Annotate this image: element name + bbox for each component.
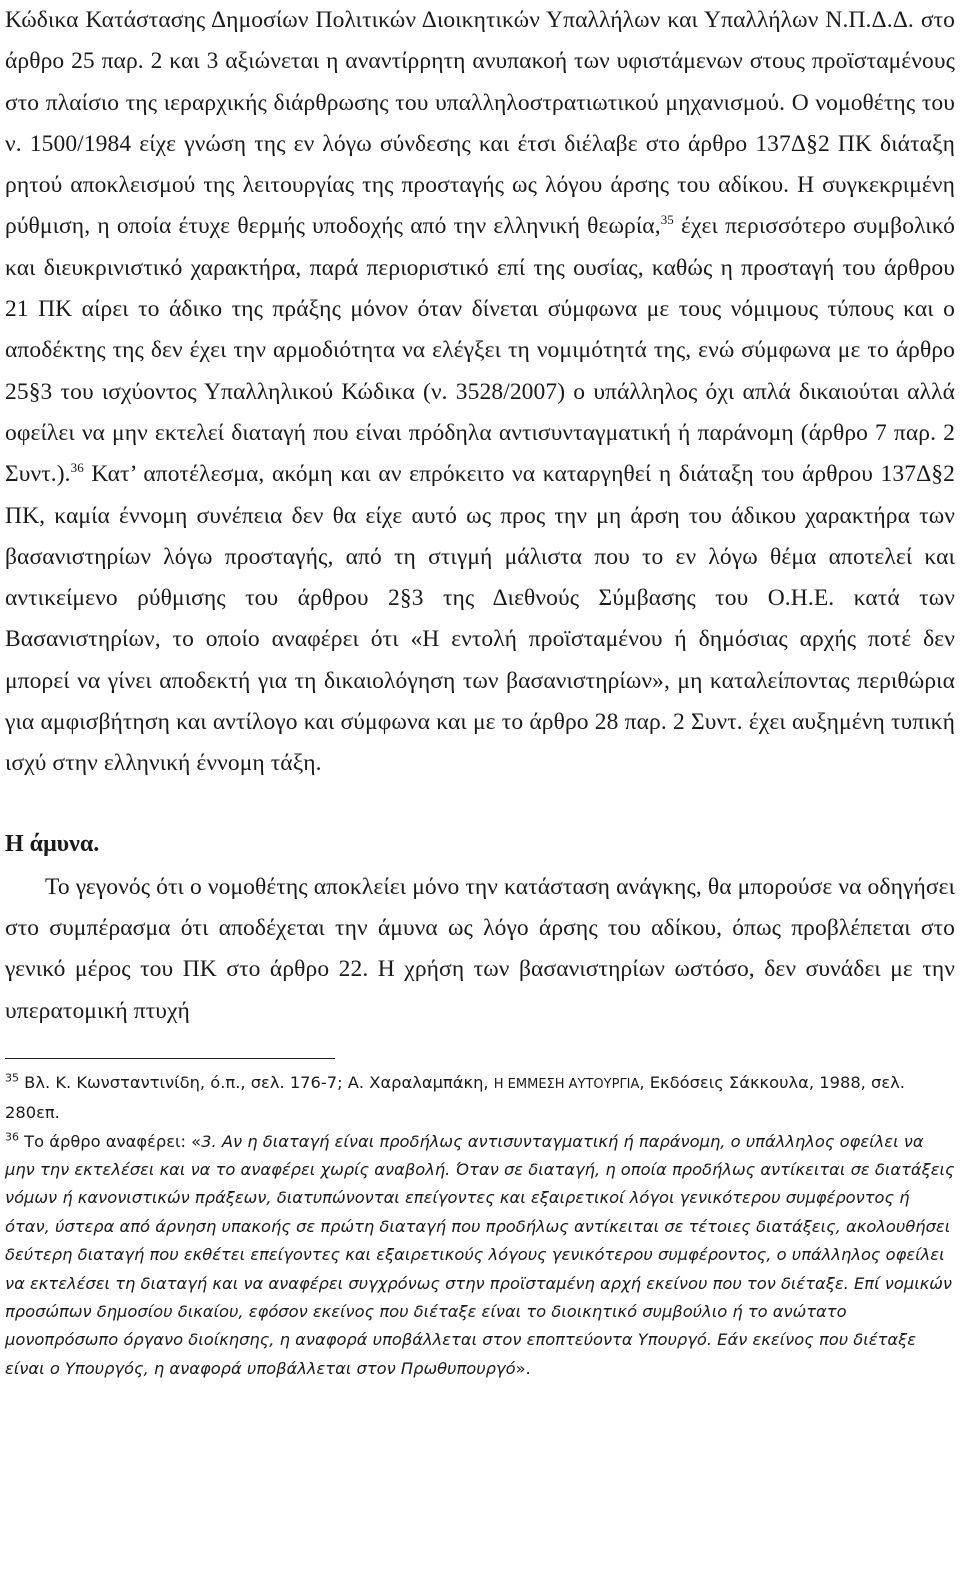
document-page	[5, 0, 955, 1383]
footnote-36-text-b: ».	[515, 1358, 531, 1378]
footnote-35-book-title: Η ΕΜΜΕΣΗ ΑΥΤΟΥΡΓΙΑ	[493, 1076, 640, 1092]
footnote-separator	[5, 1058, 335, 1059]
footnote-35-number: 35	[5, 1071, 19, 1085]
footnote-ref-36[interactable]: 36	[70, 460, 84, 476]
section-heading-defense: Η άμυνα.	[5, 830, 100, 857]
footnotes-section	[5, 1069, 955, 1383]
footnote-36	[5, 1128, 955, 1384]
footnote-35-text-a: Βλ. Κ. Κωνσταντινίδη, ό.π., σελ. 176-7; Α. Χαραλαμπάκη,	[19, 1072, 494, 1092]
paragraph-1-text-b: έχει περισσότερο συμβολικό και διευκρινιστικό χαρακτήρα, παρά περιοριστικό επί της ουσίας, καθώς η προσταγή του άρθρου 21 ΠΚ αίρει το άδικο της πράξης μόνον όταν δίνεται σύμφωνα με τους νόμιμους τύπους και ο αποδέκτης της δεν έχει την αρμοδιότητα να ελέγξει τη νομιμότητά της, ενώ σύμφωνα με το άρθρο 25§3 του ισχύοντος Υπαλληλικού Κώδικα (ν. 3528/2007) ο υπάλληλος όχι απλά δικαιούται αλλά οφείλει να μην εκτελεί διαταγή που είναι πρόδηλα αντισυνταγματική ή παράνομη (άρθρο 7 παρ. 2 Συντ.).	[5, 213, 955, 488]
paragraph-1-text-a: Κώδικα Κατάστασης Δημοσίων Πολιτικών Διοικητικών Υπαλλήλων και Υπαλλήλων Ν.Π.Δ.Δ. στο άρθρο 25 παρ. 2 και 3 αξιώνεται η αναντίρρητη ανυπακοή των υφιστάμενων στους προϊσταμένους στο πλαίσιο της ιεραρχικής διάρθρωσης του υπαλληλοστρατιωτικού μηχανισμού. Ο νομοθέτης του ν. 1500/1984 είχε γνώση της εν λόγω σύνδεσης και έτσι διέλαβε στο άρθρο 137Δ§2 ΠΚ διάταξη ρητού αποκλεισμού της λειτουργίας της προσταγής ως λόγου άρσης του αδίκου. Η συγκεκριμένη ρύθμιση, η οποία έτυχε θερμής υποδοχής από την ελληνική θεωρία,	[5, 7, 955, 240]
body-paragraph-1	[5, 0, 955, 785]
footnote-ref-35[interactable]: 35	[660, 212, 674, 228]
paragraph-1-text-c: Κατ’ αποτέλεσμα, ακόμη και αν επρόκειτο να καταργηθεί η διάταξη του άρθρου 137Δ§2 ΠΚ, καμία έννομη συνέπεια δεν θα είχε αυτό ως προς την μη άρση του άδικου χαρακτήρα των βασανιστηρίων λόγω προσταγής, από τη στιγμή μάλιστα που το εν λόγω θέμα αποτελεί και αντικείμενο ρύθμισης του άρθρου 2§3 της Διεθνούς Σύμβασης του Ο.Η.Ε. κατά των Βασανιστηρίων, το οποίο αναφέρει ότι «Η εντολή προϊσταμένου ή δημόσιας αρχής ποτέ δεν μπορεί να γίνει αποδεκτή για τη δικαιολόγηση των βασανιστηρίων», μη καταλείποντας περιθώρια για αμφισβήτηση και αντίλογο και σύμφωνα και με το άρθρο 28 παρ. 2 Συντ. έχει αυξημένη τυπική ισχύ στην ελληνική έννομη τάξη.	[5, 461, 955, 777]
footnote-36-number: 36	[5, 1130, 19, 1144]
footnote-36-quote: 3. Αν η διαταγή είναι προδήλως αντισυνταγματική ή παράνομη, ο υπάλληλος οφείλει να μην την εκτελέσει και να το αναφέρει χωρίς αναβολή. Όταν σε διαταγή, η οποία προδήλως αντίκειται σε διατάξεις νόμων ή κανονιστικών πράξεων, διατυπώνονται επείγοντες και εξαιρετικοί λόγοι γενικότερου συμφέροντος ή όταν, ύστερα από άρνηση υπακοής σε πρώτη διαταγή που προδήλως αντίκειται σε τέτοιες διατάξεις, ακολουθήσει δεύτερη διαταγή που εκθέτει επείγοντες και εξαιρετικούς λόγους γενικότερου συμφέροντος, ο υπάλληλος οφείλει να εκτελέσει τη διαταγή και να αναφέρει συγχρόνως στην προϊσταμένη αρχή εκείνου που τον διέταξε. Επί νομικών προσώπων δημοσίου δικαίου, εφόσον εκείνος που διέταξε είναι το διοικητικό συμβούλιο ή το ανώτατο μονοπρόσωπο όργανο διοίκησης, η αναφορά υποβάλλεται στον εποπτεύοντα Υπουργό. Εάν εκείνος που διέταξε είναι ο Υπουργός, η αναφορά υποβάλλεται στον Πρωθυπουργό	[5, 1131, 955, 1378]
footnote-35	[5, 1069, 955, 1128]
body-paragraph-2: Το γεγονός ότι ο νομοθέτης αποκλείει μόνο την κατάσταση ανάγκης, θα μπορούσε να οδηγήσει στο συμπέρασμα ότι αποδέχεται την άμυνα ως λόγο άρσης του αδίκου, όπως προβλέπεται στο γενικό μέρος του ΠΚ στο άρθρο 22. Η χρήση των βασανιστηρίων ωστόσο, δεν συνάδει με την υπερατομική πτυχή	[5, 873, 955, 1024]
footnote-35-text-b: , Εκδόσεις Σάκκουλα, 1988, σελ. 280επ.	[5, 1072, 905, 1123]
footnote-36-text-a: Το άρθρο αναφέρει: «	[19, 1131, 202, 1151]
